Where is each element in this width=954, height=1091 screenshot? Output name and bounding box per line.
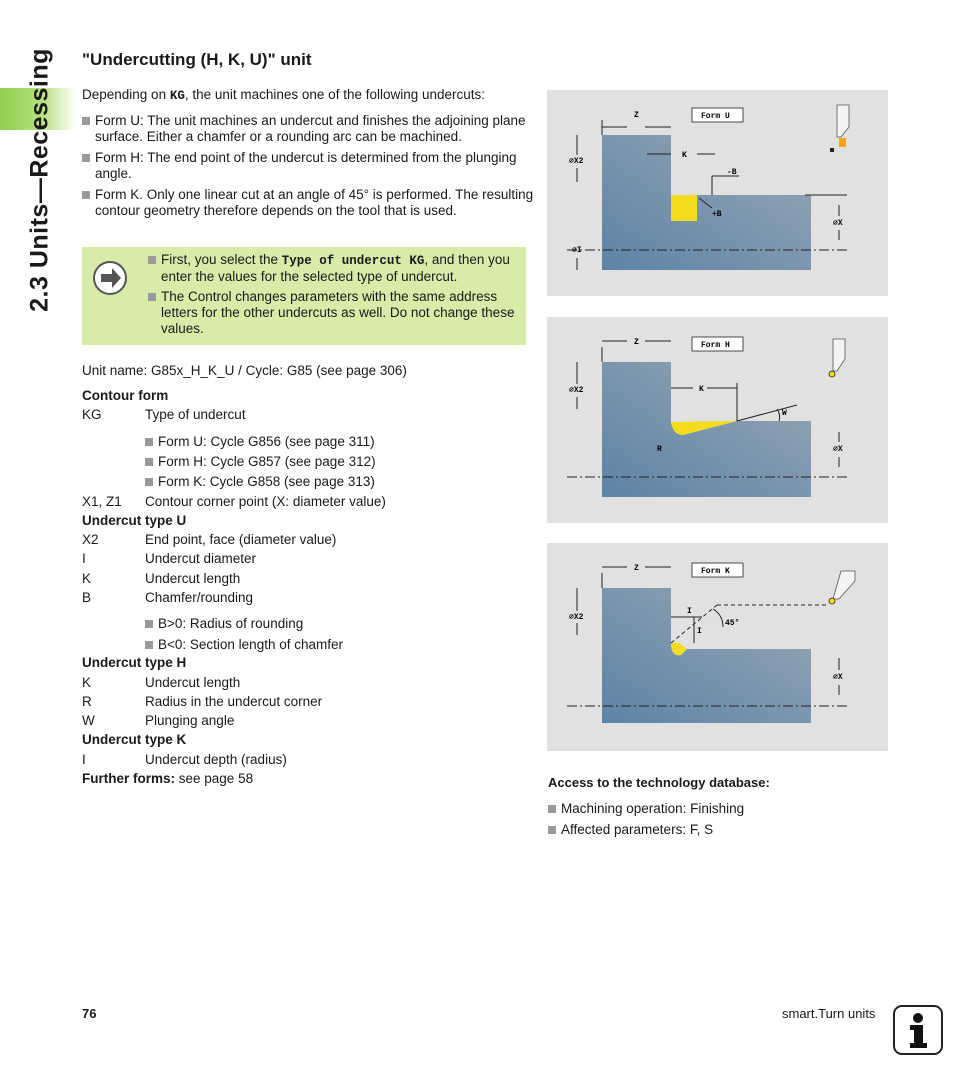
kg-option: Form U: Cycle G856 (see page 311): [145, 434, 375, 450]
label-form: Form H: [701, 341, 730, 350]
form-k-description: Form K. Only one linear cut at an angle of 45° is performed. The resulting contour geometry therefore depends on the tool that is used.: [82, 187, 535, 219]
note-item-2: The Control changes parameters with the same address letters for the other undercuts as well. Do not change these values.: [148, 289, 533, 337]
label-i-vertical: I: [697, 627, 702, 636]
param-key: I: [82, 752, 86, 767]
param-key: K: [82, 571, 92, 586]
b-option: B>0: Radius of rounding: [145, 616, 303, 632]
label-minus-b: -B: [727, 168, 737, 177]
param-key: X1, Z1: [82, 494, 122, 509]
tool-icon: [833, 571, 855, 599]
tool-icon: [837, 105, 849, 137]
label-x2: ⌀X2: [569, 613, 584, 622]
b-option: B<0: Section length of chamfer: [145, 637, 343, 653]
undercut-k-title: Undercut type K: [82, 732, 187, 747]
param-key: B: [82, 590, 92, 605]
label-k: K: [699, 385, 704, 394]
arrow-right-icon: [93, 261, 127, 295]
label-x: ⌀X: [833, 445, 843, 454]
label-plus-b: +B: [712, 210, 722, 219]
form-h-description: Form H: The end point of the undercut is determined from the plunging angle.: [82, 150, 535, 182]
param-value: Plunging angle: [145, 713, 235, 728]
intro-text: Depending on KG, the unit machines one of the following undercuts:: [82, 87, 486, 103]
further-forms: Further forms: see page 58: [82, 771, 254, 786]
form-u-description: Form U: The unit machines an undercut and finishes the adjoining plane surface. Either a chamfer or a rounding arc can be machined.: [82, 113, 535, 145]
label-form: Form U: [701, 112, 730, 121]
param-key: KG: [82, 407, 102, 422]
label-z: Z: [634, 338, 639, 347]
label-i: ⌀I: [572, 246, 582, 255]
label-r: R: [657, 445, 662, 454]
note-box: [82, 247, 526, 345]
param-key: X2: [82, 532, 99, 547]
figure-form-k: [547, 543, 888, 751]
figure-form-h: [547, 317, 888, 523]
page-heading: "Undercutting (H, K, U)" unit: [82, 50, 312, 69]
param-value: Chamfer/rounding: [145, 590, 254, 605]
undercut-u-title: Undercut type U: [82, 513, 187, 528]
figure-form-u: [547, 90, 888, 296]
param-value: Undercut diameter: [145, 551, 257, 566]
param-value: Contour corner point (X: diameter value): [145, 494, 386, 509]
chapter-title: 2.3 Units—Recessing: [25, 48, 54, 312]
label-w: W: [782, 409, 787, 418]
param-key: W: [82, 713, 95, 728]
param-key: R: [82, 694, 92, 709]
tech-db-item: Machining operation: Finishing: [548, 801, 744, 817]
param-value: Type of undercut: [145, 407, 246, 422]
param-value: Undercut length: [145, 675, 241, 690]
workpiece-shape: [602, 588, 811, 723]
label-z: Z: [634, 111, 639, 120]
section-name: smart.Turn units: [782, 1006, 876, 1021]
param-key: K: [82, 675, 92, 690]
page-number: 76: [82, 1006, 97, 1021]
undercut-h-title: Undercut type H: [82, 655, 187, 670]
label-i-horizontal: I: [687, 607, 692, 616]
param-value: Undercut length: [145, 571, 241, 586]
label-x2: ⌀X2: [569, 386, 584, 395]
label-form: Form K: [701, 567, 730, 576]
contour-form-title: Contour form: [82, 388, 169, 403]
label-z: Z: [634, 564, 639, 573]
param-value: End point, face (diameter value): [145, 532, 337, 547]
label-k: K: [682, 151, 687, 160]
label-x: ⌀X: [833, 219, 843, 228]
label-x: ⌀X: [833, 673, 843, 682]
kg-option: Form H: Cycle G857 (see page 312): [145, 454, 376, 470]
note-item-1: First, you select the Type of undercut KG, and then you enter the values for the selected type of undercut.: [148, 252, 533, 285]
param-key: I: [82, 551, 86, 566]
param-value: Undercut depth (radius): [145, 752, 287, 767]
tool-icon: [833, 339, 845, 371]
unit-name: Unit name: G85x_H_K_U / Cycle: G85 (see page 306): [82, 363, 407, 378]
label-x2: ⌀X2: [569, 157, 584, 166]
label-angle: 45°: [725, 619, 740, 628]
tech-db-item: Affected parameters: F, S: [548, 822, 713, 838]
kg-option: Form K: Cycle G858 (see page 313): [145, 474, 375, 490]
info-icon: [893, 1005, 943, 1055]
undercut-area: [671, 195, 697, 221]
param-value: Radius in the undercut corner: [145, 694, 323, 709]
tech-db-title: Access to the technology database:: [548, 775, 770, 790]
